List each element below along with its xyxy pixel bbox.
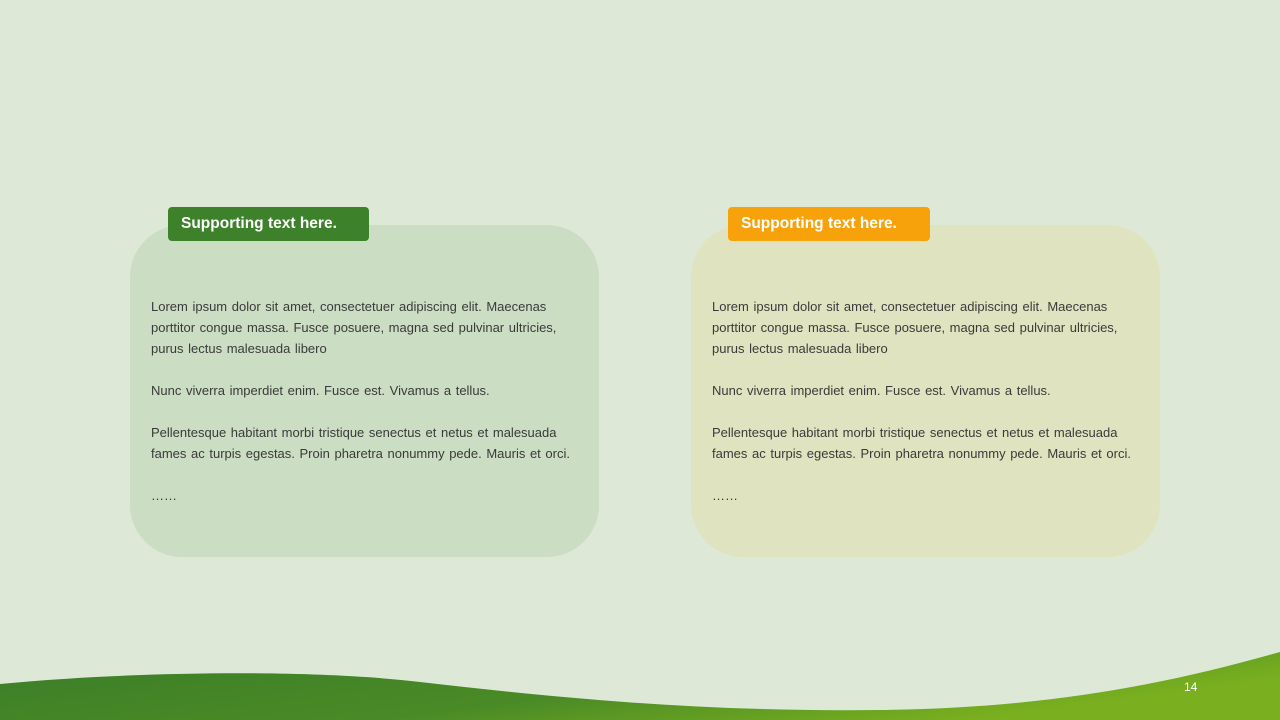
page-number: 14 (1184, 680, 1198, 694)
content-card-left (130, 225, 599, 557)
card-ellipsis: …… (151, 488, 177, 503)
card-paragraph: Pellentesque habitant morbi tristique senectus et netus et malesuada fames ac turpis egestas. Proin pharetra nonummy pede. Mauris et orci. (151, 425, 570, 461)
card-tag-orange: Supporting text here. (728, 207, 930, 241)
card-paragraph: Nunc viverra imperdiet enim. Fusce est. Vivamus a tellus. (712, 383, 1051, 398)
card-tag-green: Supporting text here. (168, 207, 369, 241)
card-paragraph: Lorem ipsum dolor sit amet, consectetuer adipiscing elit. Maecenas porttitor congue massa. Fusce posuere, magna sed pulvinar ultricies, purus lectus malesuada libero (712, 299, 1118, 356)
bottom-wave-decoration (0, 640, 1280, 720)
card-paragraph: Nunc viverra imperdiet enim. Fusce est. Vivamus a tellus. (151, 383, 490, 398)
card-ellipsis: …… (712, 488, 738, 503)
card-paragraph: Pellentesque habitant morbi tristique senectus et netus et malesuada fames ac turpis egestas. Proin pharetra nonummy pede. Mauris et orci. (712, 425, 1131, 461)
content-card-right (691, 225, 1160, 557)
card-paragraph: Lorem ipsum dolor sit amet, consectetuer adipiscing elit. Maecenas porttitor congue massa. Fusce posuere, magna sed pulvinar ultricies, purus lectus malesuada libero (151, 299, 557, 356)
